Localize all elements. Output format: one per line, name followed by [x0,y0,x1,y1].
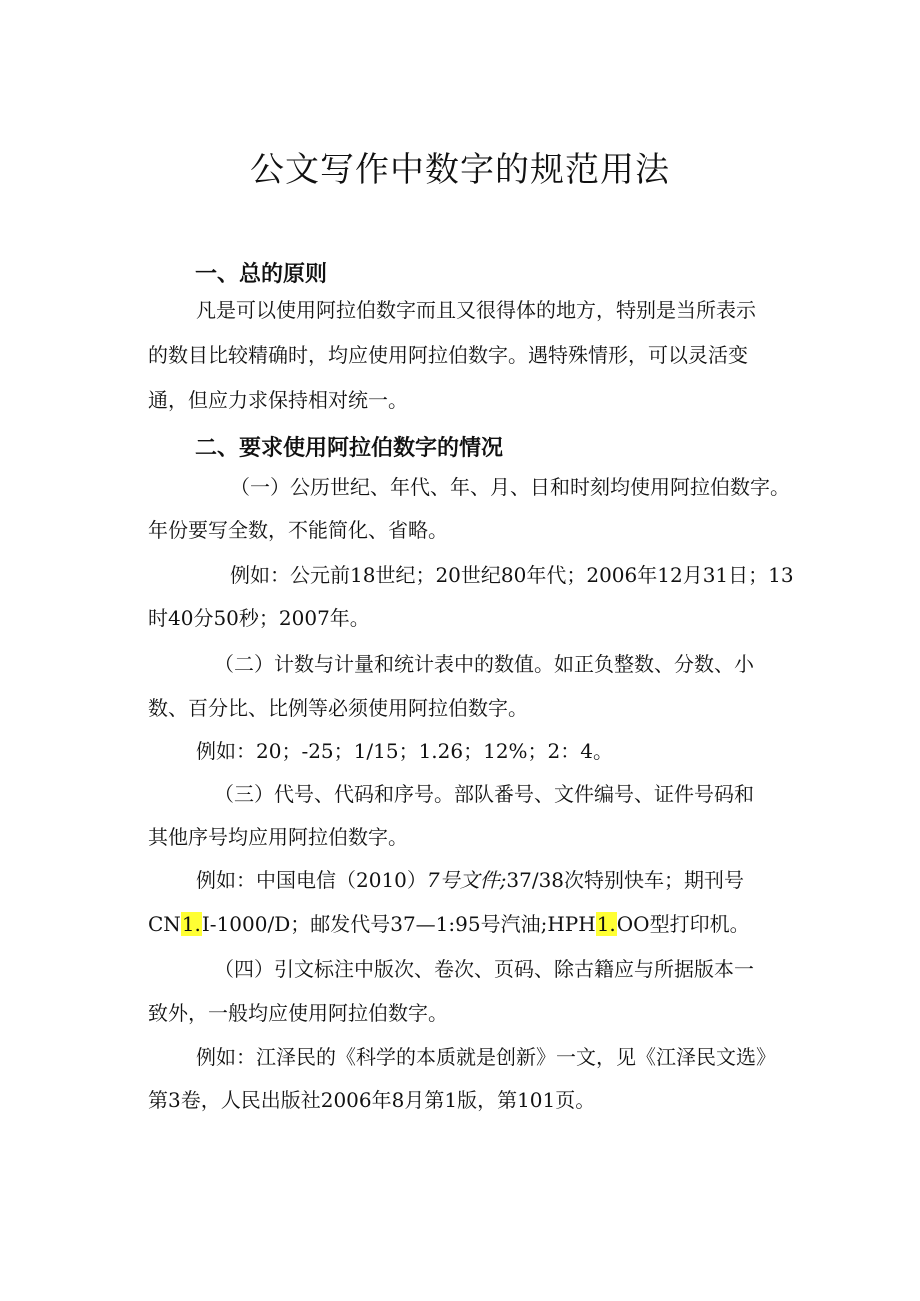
highlighted-text: 1. [596,912,616,936]
example-line: 例如：公元前18世纪；20世纪80年代；2006年12月31日；13 [230,563,794,587]
paragraph-line: 致外，一般均应使用阿拉伯数字。 [148,1001,448,1025]
italic-text: 7号文件; [426,868,507,892]
example-text: CN [148,912,181,936]
example-text: OO型打印机。 [616,912,750,936]
example-line: 例如：江泽民的《科学的本质就是创新》一文，见《江泽民文选》 [196,1045,776,1069]
section-heading-requirements: 二、要求使用阿拉伯数字的情况 [195,436,504,461]
paragraph-line: 凡是可以使用阿拉伯数字而且又很得体的地方，特别是当所表示 [196,298,756,322]
example-line [196,868,744,892]
paragraph-line: （三）代号、代码和序号。部队番号、文件编号、证件号码和 [214,782,754,806]
paragraph-line: （二）计数与计量和统计表中的数值。如正负整数、分数、小 [214,652,754,676]
paragraph-line: 数、百分比、比例等必须使用阿拉伯数字。 [148,696,528,720]
example-line: 第3卷，人民出版社2006年8月第1版，第101页。 [148,1088,596,1112]
paragraph-line: （一）公历世纪、年代、年、月、日和时刻均使用阿拉伯数字。 [230,475,790,499]
example-text: 例如：中国电信（2010） [196,868,427,892]
example-text: 37/38次特别快车；期刊号 [506,868,745,892]
paragraph-line: （四）引文标注中版次、卷次、页码、除古籍应与所据版本一 [214,957,754,981]
example-line: 时40分50秒；2007年。 [148,606,370,630]
paragraph-line: 其他序号均应用阿拉伯数字。 [148,825,408,849]
example-line [148,912,750,936]
example-line: 例如：20；-25；1/15；1.26；12%；2：4。 [196,739,614,763]
paragraph-line: 年份要写全数，不能简化、省略。 [148,518,448,542]
example-text: I-1000/D；邮发代号37—1:95号汽油;HPH [201,912,596,936]
section-heading-principles: 一、总的原则 [195,262,328,287]
paragraph-line: 的数目比较精确时，均应使用阿拉伯数字。遇特殊情形，可以灵活变 [148,343,748,367]
document-title: 公文写作中数字的规范用法 [250,150,670,190]
highlighted-text: 1. [181,912,201,936]
paragraph-line: 通，但应力求保持相对统一。 [148,388,408,412]
